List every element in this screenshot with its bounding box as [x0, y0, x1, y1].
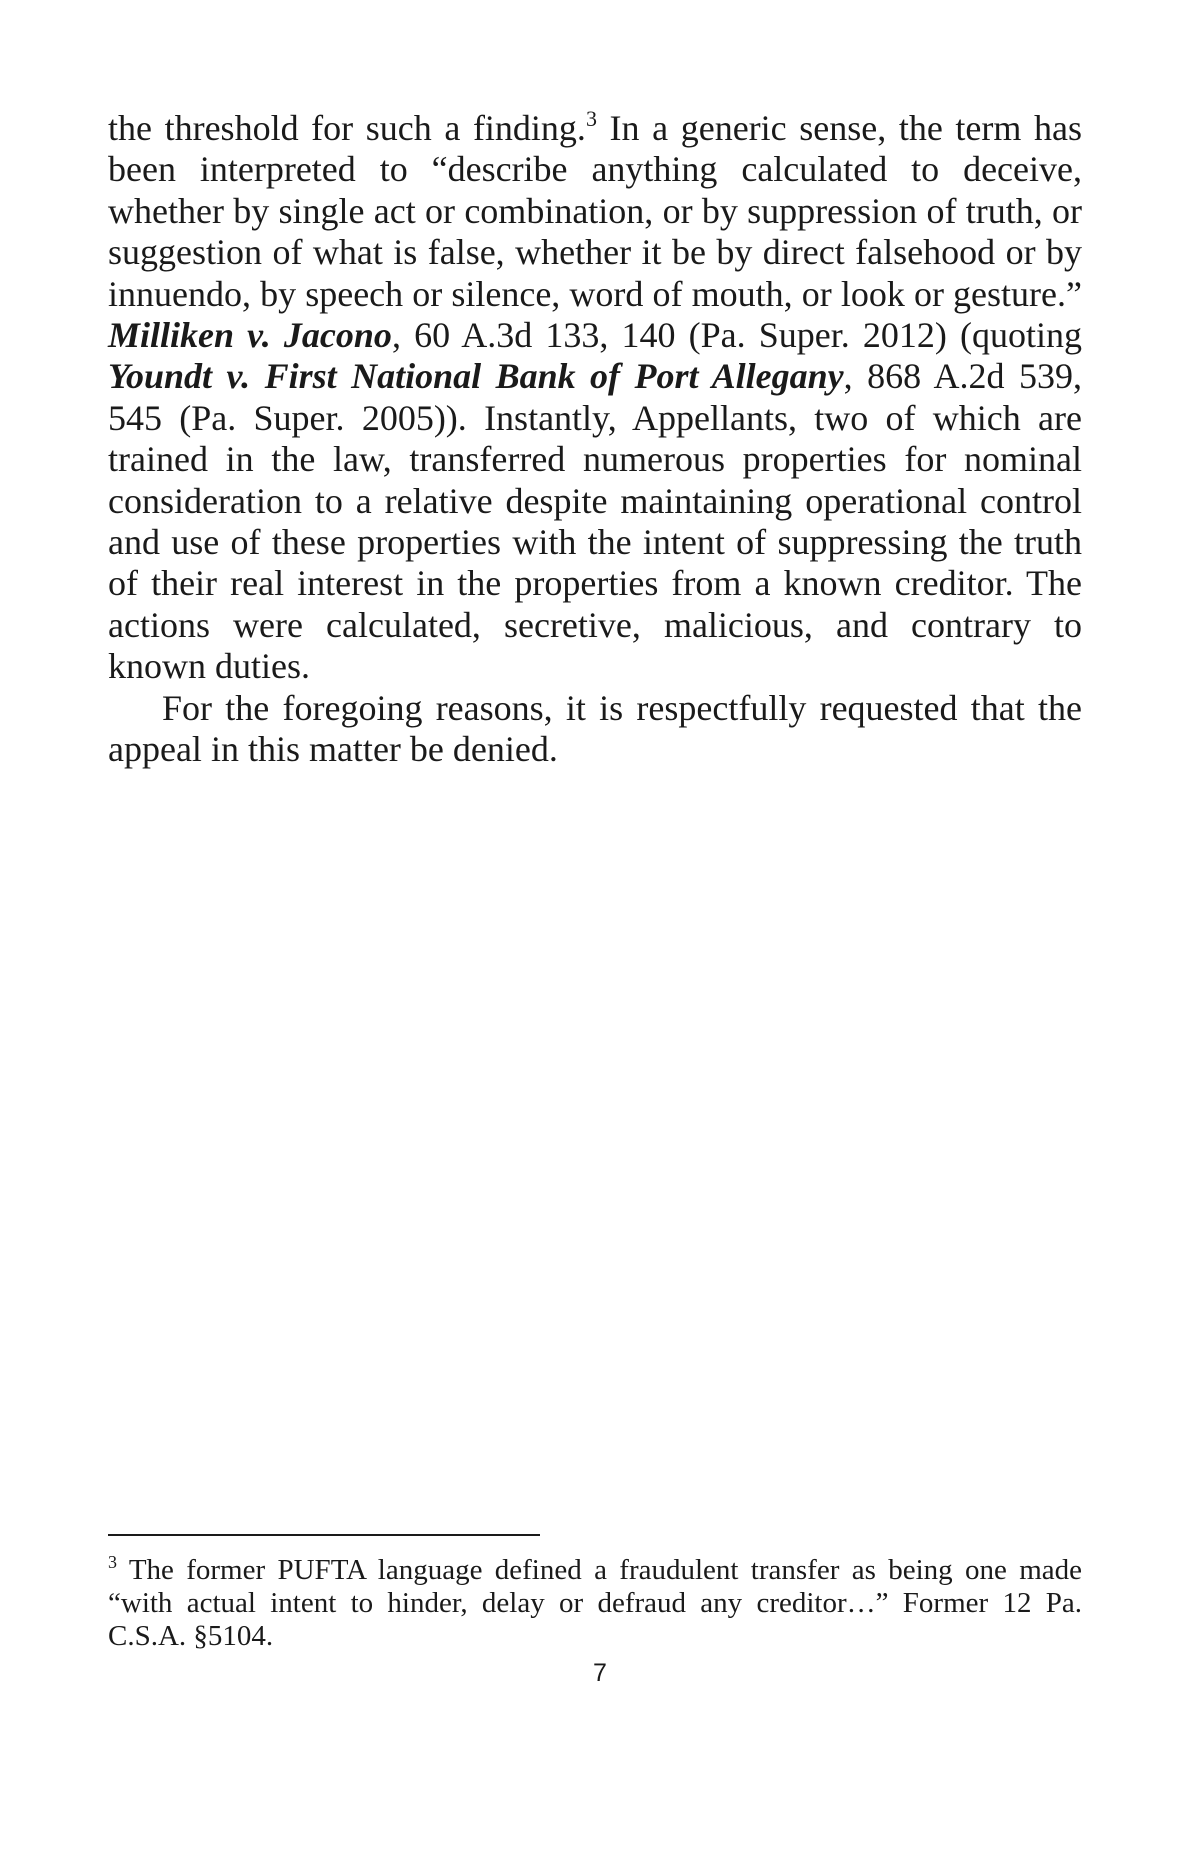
footnote-marker: 3: [108, 1552, 117, 1572]
footnote-text: The former PUFTA language defined a fraudulent transfer as being one made “with actual intent to hinder, delay or defraud any creditor…” Former 12 Pa. C.S.A. §5104.: [108, 1554, 1082, 1652]
paragraph-text: , 868 A.2d 539, 545 (Pa. Super. 2005)). Instantly, Appellants, two of which are trained in the law, transferred numerous properties for nominal consideration to a relative despite maintaining operational control and use of these properties with the intent of suppressing the truth of their real interest in the properties from a known creditor. The actions were calculated, secretive, malicious, and contrary to known duties.: [108, 356, 1083, 687]
body-paragraph-1: [108, 108, 1082, 688]
case-citation: Milliken v. Jacono: [108, 315, 392, 356]
case-citation: Youndt v. First National Bank of Port Allegany: [108, 356, 844, 397]
paragraph-text: the threshold for such a finding.: [108, 108, 586, 148]
paragraph-text: In a generic sense, the term has been interpreted to “describe anything calculated to deceive, whether by single act or combination, or by suppression of truth, or suggestion of what is false, whether it be by direct falsehood or by innuendo, by speech or silence, word of mouth, or look or gesture.”: [108, 108, 1082, 314]
footnote-divider: [108, 1534, 540, 1536]
document-page: [108, 108, 1082, 771]
paragraph-text: , 60 A.3d 133, 140 (Pa. Super. 2012) (quoting: [391, 315, 1082, 356]
footnote: [108, 1554, 1082, 1653]
body-paragraph-2: For the foregoing reasons, it is respectfully requested that the appeal in this matter be denied.: [108, 687, 1082, 770]
footnote-reference[interactable]: 3: [585, 106, 597, 131]
page-number: 7: [593, 1659, 607, 1687]
